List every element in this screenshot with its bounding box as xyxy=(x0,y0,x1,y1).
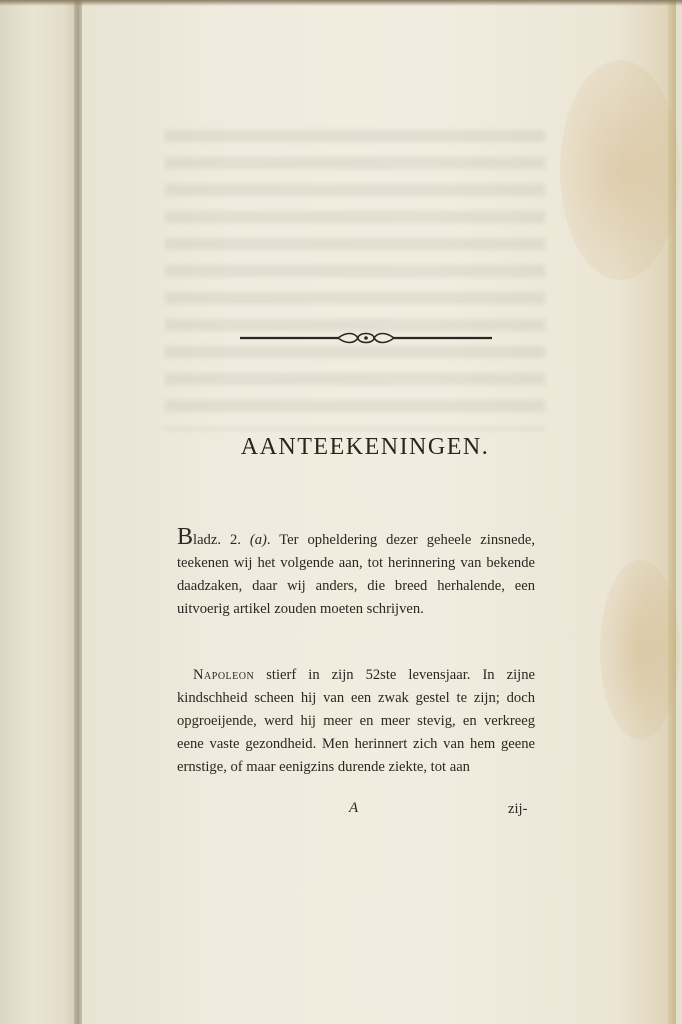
napoleon-paragraph xyxy=(177,664,535,779)
drop-initial: B xyxy=(177,524,194,550)
show-through-text xyxy=(165,130,545,430)
person-name: Napoleon xyxy=(193,667,255,683)
paragraph-text: stierf in zijn 52ste levensjaar. In zijne kindschheid scheen hij van een zwak gestel te zijn; doch opgroeijende, werd hij meer en meer stevig, en verkreeg eene vaste gezondheid. Men herinnert zich van hem geene ernstige, of maar eenigzins durende ziekte, tot aan xyxy=(177,667,535,775)
left-page xyxy=(0,0,80,1024)
foxing-stain xyxy=(600,560,680,740)
page-reference: ladz. 2. xyxy=(193,532,250,548)
signature-mark: A xyxy=(349,800,359,816)
page-heading: AANTEEKENINGEN. xyxy=(240,434,490,460)
foxing-stain xyxy=(560,60,680,280)
note-reference: (a) xyxy=(249,532,267,548)
book-gutter xyxy=(74,0,82,1024)
catchword: zij- xyxy=(508,801,528,817)
top-edge-shadow xyxy=(0,0,682,6)
note-paragraph xyxy=(177,524,536,621)
ornament-rule-icon xyxy=(238,330,494,346)
paragraph-text: . Ter opheldering dezer geheele zinsnede, teekenen wij het volgende aan, tot herinnering van bekende daadzaken, daar wij anders, die breed herhalende, een uitvoerig artikel zouden moeten schrijven. xyxy=(177,532,536,617)
